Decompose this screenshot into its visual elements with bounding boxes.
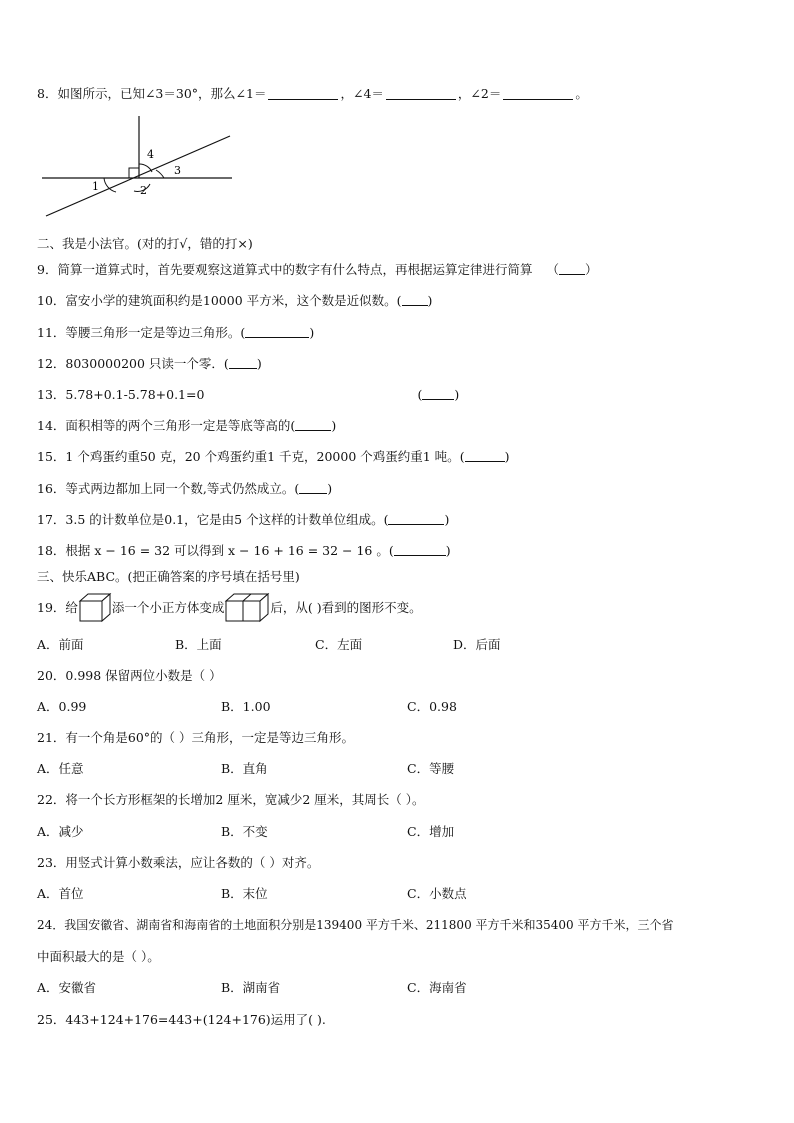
q10-close: ) (427, 293, 433, 308)
q17-open: ( (383, 512, 389, 527)
q8-end: 。 (575, 86, 588, 101)
double-cube-icon (224, 591, 270, 623)
q19-text-part2: 添一个小正方体变成 (111, 600, 225, 615)
answer-blank-q12[interactable] (229, 357, 257, 369)
question-12 (37, 354, 262, 372)
q20-option-c[interactable]: C．0.98 (407, 699, 457, 714)
question-16 (37, 479, 332, 497)
answer-blank-q14[interactable] (295, 419, 331, 431)
question-21: 21．有一个角是60°的（ ）三角形，一定是等边三角形。 (37, 730, 355, 745)
q21-option-a[interactable]: A．任意 (37, 761, 84, 776)
answer-blank-angle1[interactable] (268, 87, 338, 100)
q8-prefix: 8．如图所示，已知∠3＝30°，那么∠1＝ (37, 86, 267, 101)
answer-blank-q15[interactable] (465, 450, 505, 462)
angle-label-3: 3 (174, 164, 181, 177)
question-22: 22．将一个长方形框架的长增加2 厘米，宽减少2 厘米，其周长（ ）。 (37, 792, 425, 807)
q13-close: ) (454, 387, 460, 402)
question-18 (37, 541, 451, 559)
question-14 (37, 416, 336, 434)
q8-mid2: ，∠2＝ (457, 86, 502, 101)
q22-option-b[interactable]: B．不变 (221, 824, 268, 839)
q22-option-c[interactable]: C．增加 (407, 824, 455, 839)
q16-text: 16．等式两边都加上同一个数,等式仍然成立。 (37, 481, 295, 496)
q12-open: ( (223, 356, 229, 371)
q12-close: ) (256, 356, 262, 371)
q24-option-a[interactable]: A．安徽省 (37, 980, 97, 995)
question-11 (37, 323, 314, 341)
question-23: 23．用竖式计算小数乘法，应让各数的（ ）对齐。 (37, 855, 320, 870)
q24-option-b[interactable]: B．湖南省 (221, 980, 281, 995)
answer-blank-q18[interactable] (394, 544, 446, 556)
q19-option-b[interactable]: B．上面 (175, 637, 222, 652)
q20-option-a[interactable]: A．0.99 (37, 699, 87, 714)
question-20: 20．0.998 保留两位小数是（ ） (37, 668, 222, 683)
answer-blank-q17[interactable] (388, 513, 444, 525)
q11-text: 11．等腰三角形一定是等边三角形。 (37, 325, 241, 340)
q11-open: ( (240, 325, 246, 340)
q18-open: ( (388, 543, 394, 558)
answer-blank-q11[interactable] (245, 326, 309, 338)
question-13 (37, 385, 459, 403)
q18-close: ) (445, 543, 451, 558)
q11-close: ) (309, 325, 315, 340)
angle-figure (40, 112, 235, 222)
question-24-line2: 中面积最大的是（ ）。 (37, 949, 160, 964)
q9-close: ） (584, 262, 598, 277)
question-25: 25．443+124+176=443+(124+176)运用了( ). (37, 1012, 326, 1027)
q22-option-a[interactable]: A．减少 (37, 824, 84, 839)
q9-text: 9．简算一道算式时，首先要观察这道算式中的数字有什么特点，再根据运算定律进行简算 (37, 262, 533, 277)
q21-option-c[interactable]: C．等腰 (407, 761, 455, 776)
q17-text: 17．3.5 的计数单位是0.1，它是由5 个这样的计数单位组成。 (37, 512, 384, 527)
q23-option-a[interactable]: A．首位 (37, 886, 84, 901)
q19-option-d[interactable]: D．后面 (453, 637, 501, 652)
angle-label-2: 2 (140, 184, 147, 197)
question-24-line1: 24．我国安徽省、湖南省和海南省的土地面积分别是139400 平方千米、211800 平方千米和35400 平方千米，三个省 (37, 918, 674, 932)
answer-blank-q9[interactable] (559, 263, 585, 275)
q15-text: 15．1 个鸡蛋约重50 克，20 个鸡蛋约重1 千克，20000 个鸡蛋约重1 吨。 (37, 449, 460, 464)
q16-open: ( (294, 481, 300, 496)
question-9 (37, 260, 598, 278)
answer-blank-angle4[interactable] (386, 87, 456, 100)
section-heading-true-false: 二、我是小法官。(对的打√，错的打×) (37, 236, 253, 251)
q13-open: ( (417, 387, 423, 402)
q10-open: ( (396, 293, 402, 308)
q23-option-c[interactable]: C．小数点 (407, 886, 467, 901)
answer-blank-angle2[interactable] (503, 87, 573, 100)
q18-text: 18．根据 x − 16 = 32 可以得到 x − 16 + 16 = 32 − 16 。 (37, 543, 389, 558)
q23-option-b[interactable]: B．末位 (221, 886, 268, 901)
q10-text: 10．富安小学的建筑面积约是10000 平方米，这个数是近似数。 (37, 293, 397, 308)
q14-open: ( (290, 418, 296, 433)
question-15 (37, 447, 509, 465)
q19-text-part3: 后，从( )看到的图形不变。 (270, 600, 422, 615)
question-10 (37, 291, 432, 309)
answer-blank-q16[interactable] (299, 482, 327, 494)
q15-close: ) (504, 449, 510, 464)
question-17 (37, 510, 449, 528)
question-8 (37, 84, 588, 102)
q14-close: ) (331, 418, 337, 433)
q13-text: 13．5.78+0.1-5.78+0.1=0 (37, 387, 205, 402)
angle-label-4: 4 (147, 148, 154, 161)
q17-close: ) (444, 512, 450, 527)
q14-text: 14．面积相等的两个三角形一定是等底等高的 (37, 418, 291, 433)
q20-option-b[interactable]: B．1.00 (221, 699, 271, 714)
q19-option-c[interactable]: C．左面 (315, 637, 363, 652)
answer-blank-q10[interactable] (402, 294, 428, 306)
q15-open: ( (459, 449, 465, 464)
q21-option-b[interactable]: B．直角 (221, 761, 268, 776)
question-19 (37, 590, 422, 624)
answer-blank-q13[interactable] (422, 388, 454, 400)
q9-open: （ (546, 262, 559, 277)
q16-close: ) (327, 481, 333, 496)
q12-text: 12．8030000200 只读一个零． (37, 356, 224, 371)
q19-text-part1: 19．给 (37, 600, 78, 615)
section-heading-multiple-choice: 三、快乐ABC。(把正确答案的序号填在括号里) (37, 569, 300, 584)
q24-option-c[interactable]: C．海南省 (407, 980, 467, 995)
single-cube-icon (78, 591, 112, 623)
angle-label-1: 1 (92, 180, 99, 193)
q19-option-a[interactable]: A．前面 (37, 637, 84, 652)
q8-mid1: ，∠4＝ (340, 86, 384, 101)
